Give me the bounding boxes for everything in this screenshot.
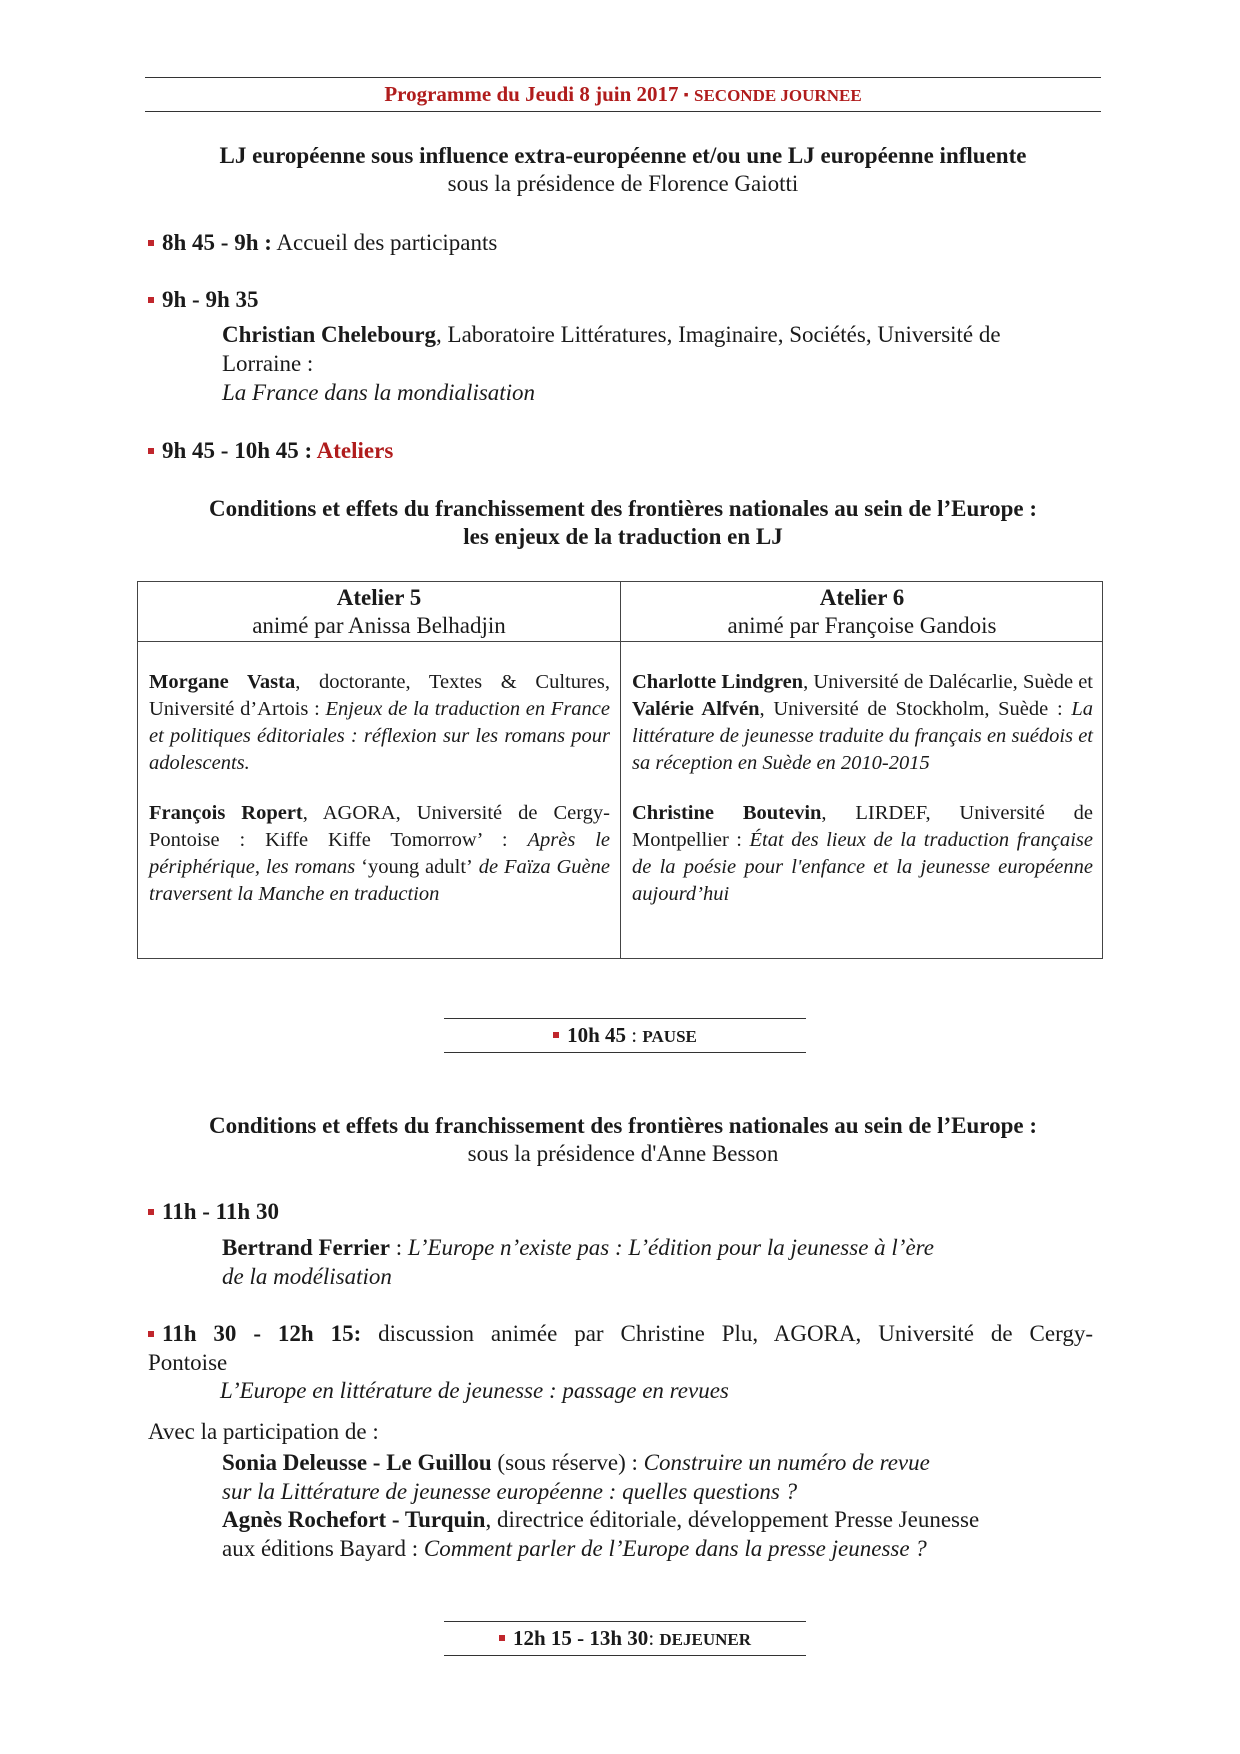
- talk1-item: [148, 285, 259, 314]
- session1-chair: sous la présidence de Florence Gaiotti: [447, 171, 799, 196]
- talk-speaker: Valérie Alfvén: [632, 698, 760, 720]
- participant2: [222, 1505, 979, 1534]
- talk-affiliation: , LIRDEF, Université de Montpellier :: [632, 802, 1093, 851]
- talk-title: La littérature de jeunesse traduite du français en suédois et sa réception en Suède en 2010-2015: [632, 698, 1094, 774]
- bullet-icon: [148, 297, 154, 303]
- talk-title-part: Kiffe Kiffe Tomorrow’ :: [265, 829, 528, 851]
- participant1-note: (sous réserve) :: [491, 1450, 644, 1475]
- talk-affiliation: , Université de Stockholm, Suède :: [759, 698, 1072, 720]
- welcome-item: [148, 228, 497, 257]
- talk1-affiliation: , Laboratoire Littératures, Imaginaire, Sociétés, Université de Lorraine :: [222, 322, 1001, 376]
- talk-title-part: Après le périphérique, les romans: [149, 829, 611, 878]
- participant2-publisher: aux éditions Bayard :: [222, 1536, 424, 1561]
- atelier5-talk1: [149, 669, 610, 777]
- talk2-speaker: Bertrand Ferrier: [222, 1235, 390, 1260]
- talk-affiliation: , doctorante, Textes & Cultures, Université d’Artois :: [149, 671, 610, 720]
- talk-title: État des lieux de la traduction française de la poésie pour l'enfance et la jeunesse européenne aujourd’hui: [632, 829, 1093, 905]
- discussion-time: 11h 30 - 12h 15:: [162, 1321, 362, 1346]
- session1-title: LJ européenne sous influence extra-européenne et/ou une LJ européenne influente: [219, 143, 1027, 168]
- pause-box: [444, 1018, 806, 1053]
- ateliers-theme-line2: les enjeux de la traduction en LJ: [463, 524, 783, 549]
- talk-speaker: Charlotte Lindgren: [632, 671, 804, 693]
- talk2-title-l1: L’Europe n’existe pas : L’édition pour la jeunesse à l’ère: [407, 1235, 934, 1260]
- participation-label: Avec la participation de :: [148, 1419, 379, 1444]
- atelier6-content: [632, 669, 1093, 931]
- talk-affiliation: , Université de Dalécarlie, Suède et: [803, 671, 1093, 693]
- talk2-item: [148, 1197, 279, 1226]
- lunch-label: DEJEUNER: [659, 1630, 752, 1649]
- talk1-details: [222, 320, 1082, 378]
- talk-title-part: ‘young adult’: [361, 856, 473, 878]
- atelier5-host: animé par Anissa Belhadjin: [252, 613, 506, 638]
- talk-speaker: Morgane Vasta: [149, 671, 296, 693]
- header-day: SECONDE JOURNEE: [694, 86, 862, 105]
- atelier5-talk2: [149, 800, 610, 908]
- talk1-title: La France dans la mondialisation: [222, 380, 536, 405]
- participant2-affiliation: , directrice éditoriale, développement Presse Jeunesse: [485, 1507, 980, 1532]
- talk2-sep: :: [389, 1235, 408, 1260]
- participant1-title-l1: Construire un numéro de revue: [643, 1450, 930, 1475]
- talk-affiliation: , AGORA, Université de Cergy-Pontoise :: [149, 802, 610, 851]
- atelier5-name: Atelier 5: [336, 585, 422, 610]
- lunch-sep: :: [648, 1626, 660, 1650]
- atelier5-content: [149, 669, 610, 931]
- discussion-item: [148, 1319, 1093, 1348]
- ateliers-theme-line1: Conditions et effets du franchissement des frontières nationales au sein de l’Europe :: [209, 496, 1037, 521]
- bullet-icon: [148, 1209, 154, 1215]
- participant1-title-l2: sur la Littérature de jeunesse européenne : quelles questions ?: [222, 1479, 798, 1504]
- atelier6-talk2: [632, 800, 1093, 908]
- atelier6-host: animé par Françoise Gandois: [727, 613, 997, 638]
- talk-title-part: de Faïza Guène traversent la Manche en traduction: [149, 856, 611, 905]
- ateliers-item: [148, 436, 393, 465]
- bullet-icon: [148, 240, 154, 246]
- pause-time: 10h 45: [567, 1023, 627, 1047]
- ateliers-label: Ateliers: [316, 438, 394, 463]
- pause-label: PAUSE: [642, 1027, 697, 1046]
- discussion-text-l2: Pontoise: [148, 1350, 228, 1375]
- discussion-text: discussion animée par Christine Plu, AGORA, Université de Cergy-: [361, 1321, 1093, 1346]
- talk-speaker: Christine Boutevin: [632, 802, 822, 824]
- header-separator: ▪: [683, 88, 689, 103]
- table-header-divider: [138, 641, 1102, 642]
- lunch-box: [444, 1621, 806, 1656]
- talk2-title-l2: de la modélisation: [222, 1264, 392, 1289]
- welcome-time: 8h 45 - 9h :: [162, 230, 272, 255]
- talk1-speaker: Christian Chelebourg: [222, 322, 437, 347]
- bullet-icon: [499, 1635, 505, 1641]
- atelier5-header: [138, 584, 620, 640]
- talk1-time: 9h - 9h 35: [162, 287, 259, 312]
- bullet-icon: [553, 1032, 559, 1038]
- participant2-line2: [222, 1534, 927, 1563]
- atelier6-header: [621, 584, 1103, 640]
- talk-speaker: François Ropert: [149, 802, 303, 824]
- welcome-text: Accueil des participants: [271, 230, 498, 255]
- atelier6-name: Atelier 6: [819, 585, 905, 610]
- ateliers-table: [137, 581, 1103, 959]
- session2-chair: sous la présidence d'Anne Besson: [467, 1141, 779, 1166]
- participant1: [222, 1448, 930, 1477]
- pause-sep: :: [626, 1023, 643, 1047]
- ateliers-time: 9h 45 - 10h 45 :: [162, 438, 317, 463]
- participant2-speaker: Agnès Rochefort - Turquin: [222, 1507, 486, 1532]
- programme-header: [145, 77, 1101, 112]
- bullet-icon: [148, 1331, 154, 1337]
- lunch-time: 12h 15 - 13h 30: [512, 1626, 649, 1650]
- participant1-speaker: Sonia Deleusse - Le Guillou: [222, 1450, 492, 1475]
- talk2-time: 11h - 11h 30: [162, 1199, 279, 1224]
- talk-title: Enjeux de la traduction en France et politiques éditoriales : réflexion sur les romans pour adolescents.: [149, 698, 611, 774]
- header-programme: Programme du Jeudi 8 juin 2017: [384, 82, 679, 106]
- participant2-title: Comment parler de l’Europe dans la presse jeunesse ?: [423, 1536, 927, 1561]
- bullet-icon: [148, 448, 154, 454]
- atelier6-talk1: [632, 669, 1093, 777]
- talk2-details: [222, 1233, 934, 1262]
- discussion-title: L’Europe en littérature de jeunesse : passage en revues: [220, 1378, 729, 1403]
- session2-title: Conditions et effets du franchissement des frontières nationales au sein de l’Europe :: [209, 1113, 1037, 1138]
